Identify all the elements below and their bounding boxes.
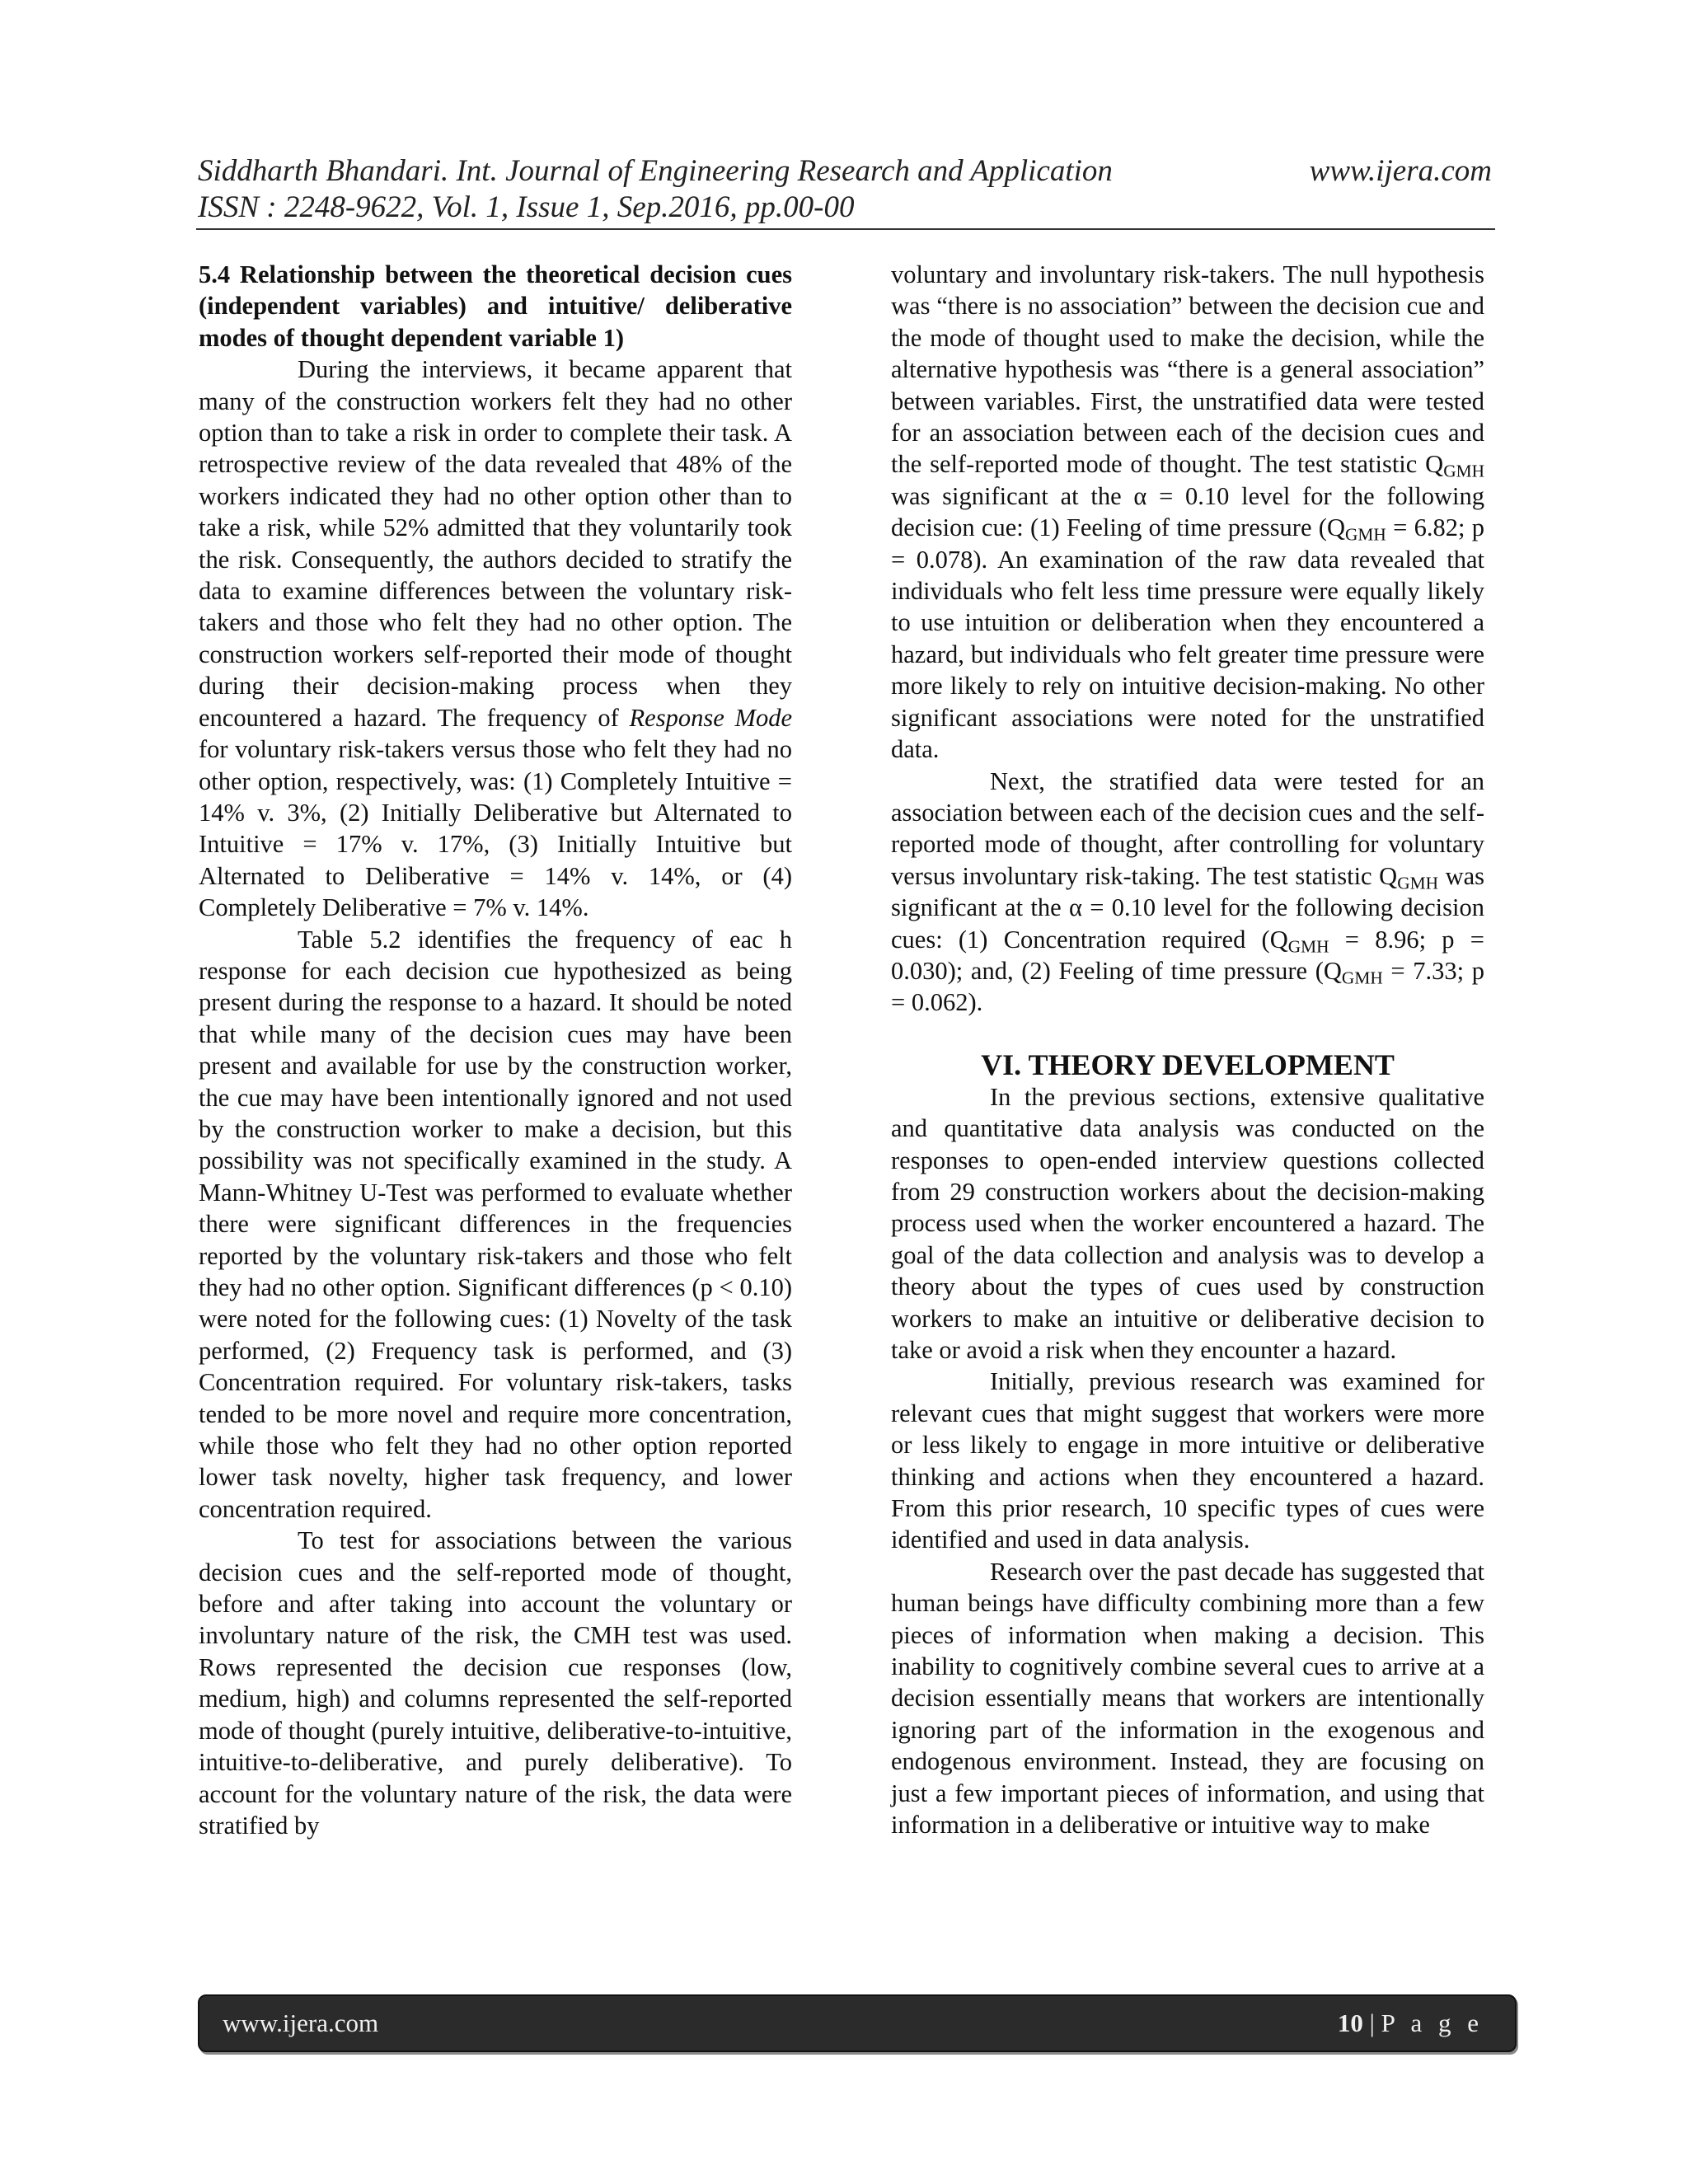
paragraph-text: = 7.33; p = 0.062). bbox=[891, 956, 1484, 1017]
paragraph: In the previous sections, extensive qualitative and quantitative data analysis was conducted on the responses to open-ended interview questions collected from 29 construction workers about the decision-making process used when the worker encountered a hazard. The goal of the data collection and analysis was to develop a theory about the types of cues used by construction workers to make an intuitive or deliberative decision to take or avoid a risk when they encounter a hazard. bbox=[891, 1082, 1484, 1364]
paragraph-text: = 8.96; p = 0.030); and, (2) Feeling of time pressure (Q bbox=[891, 925, 1484, 985]
section-title: VI. THEORY DEVELOPMENT bbox=[981, 1047, 1395, 1081]
header-issn: ISSN : 2248-9622, Vol. 1, Issue 1, Sep.2016, pp.00-00 bbox=[198, 190, 855, 224]
emphasis-text: Response Mode bbox=[629, 703, 792, 732]
paragraph-text: = 6.82; p = 0.078). An examination of the raw data revealed that individuals who felt less time pressure were equally likely to use intuition or deliberation when they encountered a hazard, but individuals who felt greater time pressure were more likely to rely on intuitive decision-making. No other significant associations were noted for the unstratified data. bbox=[891, 513, 1484, 764]
subsection-heading: 5.4 Relationship between the theoretical decision cues (independent variables) and intuitive/ deliberative modes of thought dependent variable 1) bbox=[199, 260, 792, 352]
page-separator: | bbox=[1362, 2008, 1381, 2037]
subscript: GMH bbox=[1344, 524, 1386, 545]
subscript: GMH bbox=[1443, 461, 1484, 481]
header-citation: Siddharth Bhandari. Int. Journal of Engineering Research and Application bbox=[198, 154, 1113, 188]
paragraph bbox=[891, 766, 1484, 1019]
paragraph-text: During the interviews, it became apparent that many of the construction workers felt they had no other option than to take a risk in order to complete their task. A retrospective review of the data revealed that 48% of the workers indicated they had no other option other than to take a risk, while 52% admitted that they voluntarily took the risk. Consequently, the authors decided to stratify the data to examine differences between the voluntary risk-takers and those who felt they had no other option. The construction workers self-reported their mode of thought during their decision-making process when they encountered a hazard. The frequency of bbox=[199, 355, 792, 732]
header-divider bbox=[196, 228, 1495, 230]
left-column bbox=[199, 259, 792, 1841]
footer-page bbox=[1338, 2008, 1484, 2038]
header-website: www.ijera.com bbox=[1309, 154, 1492, 188]
right-column bbox=[891, 259, 1484, 1841]
paragraph-text: for voluntary risk-takers versus those who felt they had no other option, respectively, was: (1) Completely Intuitive = 14% v. 3%, (2) Initially Deliberative but Alternated to Intuitive = 17% v. 17%, (3) Initially Intuitive but Alternated to Deliberative = 14% v. 14%, or (4) Completely Deliberative = 7% v. 14%. bbox=[199, 735, 792, 922]
paragraph-text: was significant at the α = 0.10 level for the following decision cues: (1) Concentration required (Q bbox=[891, 861, 1485, 954]
paragraph bbox=[891, 259, 1484, 766]
paragraph: Research over the past decade has suggested that human beings have difficulty combining more than a few pieces of information when making a decision. This inability to cognitively combine several cues to arrive at a decision essentially means that workers are intentionally ignoring part of the information in the exogenous and endogenous environment. Instead, they are focusing on just a few important pieces of information, and using that information in a deliberative or intuitive way to make bbox=[891, 1557, 1484, 1840]
page-number: 10 bbox=[1337, 2008, 1363, 2037]
paragraph: Table 5.2 identifies the frequency of eac h response for each decision cue hypothesized as being present during the response to a hazard. It should be noted that while many of the decision cues may have been present and available for use by the construction worker, the cue may have been intentionally ignored and not used by the construction worker to make a decision, but this possibility was not specifically examined in the study. A Mann-Whitney U-Test was performed to evaluate whether there were significant differences in the frequencies reported by the voluntary risk-takers and those who felt they had no other option. Significant differences (p < 0.10) were noted for the following cues: (1) Novelty of the task performed, (2) Frequency task is performed, and (3) Concentration required. For voluntary risk-takers, tasks tended to be more novel and require more concentration, while those who felt they had no other option reported lower task novelty, higher task frequency, and lower concentration required. bbox=[199, 925, 792, 1523]
paragraph: To test for associations between the various decision cues and the self-reported mode of thought, before and after taking into account the voluntary or involuntary nature of the risk, the CMH test was used. Rows represented the decision cue responses (low, medium, high) and columns represented the self-reported mode of thought (purely intuitive, deliberative-to-intuitive, intuitive-to-deliberative, and purely deliberative). To account for the voluntary nature of the risk, the data were stratified by bbox=[199, 1526, 792, 1840]
paragraph-text: Next, the stratified data were tested for an association between each of the decision cues and the self-reported mode of thought, after controlling for voluntary versus involuntary risk-taking. The test statistic Q bbox=[891, 766, 1484, 890]
paragraph: Initially, previous research was examined for relevant cues that might suggest that workers were more or less likely to engage in more intuitive or deliberative thinking and actions when they encountered a hazard. From this prior research, 10 specific types of cues were identified and used in data analysis. bbox=[891, 1367, 1484, 1554]
page-word: P a g e bbox=[1381, 2008, 1484, 2037]
page-footer bbox=[198, 1994, 1517, 2052]
subscript: GMH bbox=[1341, 968, 1383, 988]
running-header bbox=[198, 153, 1492, 226]
subscript: GMH bbox=[1397, 873, 1438, 893]
paragraph-text: voluntary and involuntary risk-takers. The null hypothesis was “there is no association” between the decision cue and the mode of thought used to make the decision, while the alternative hypothesis was “there is a general association” between variables. First, the unstratified data were tested for an association between each of the decision cues and the self-reported mode of thought. The test statistic Q bbox=[891, 260, 1484, 479]
subscript: GMH bbox=[1287, 935, 1329, 956]
footer-website[interactable]: www.ijera.com bbox=[223, 2008, 379, 2037]
paragraph-text: was significant at the α = 0.10 level for the following decision cue: (1) Feeling of time pressure (Q bbox=[891, 481, 1484, 542]
paragraph bbox=[199, 354, 792, 923]
